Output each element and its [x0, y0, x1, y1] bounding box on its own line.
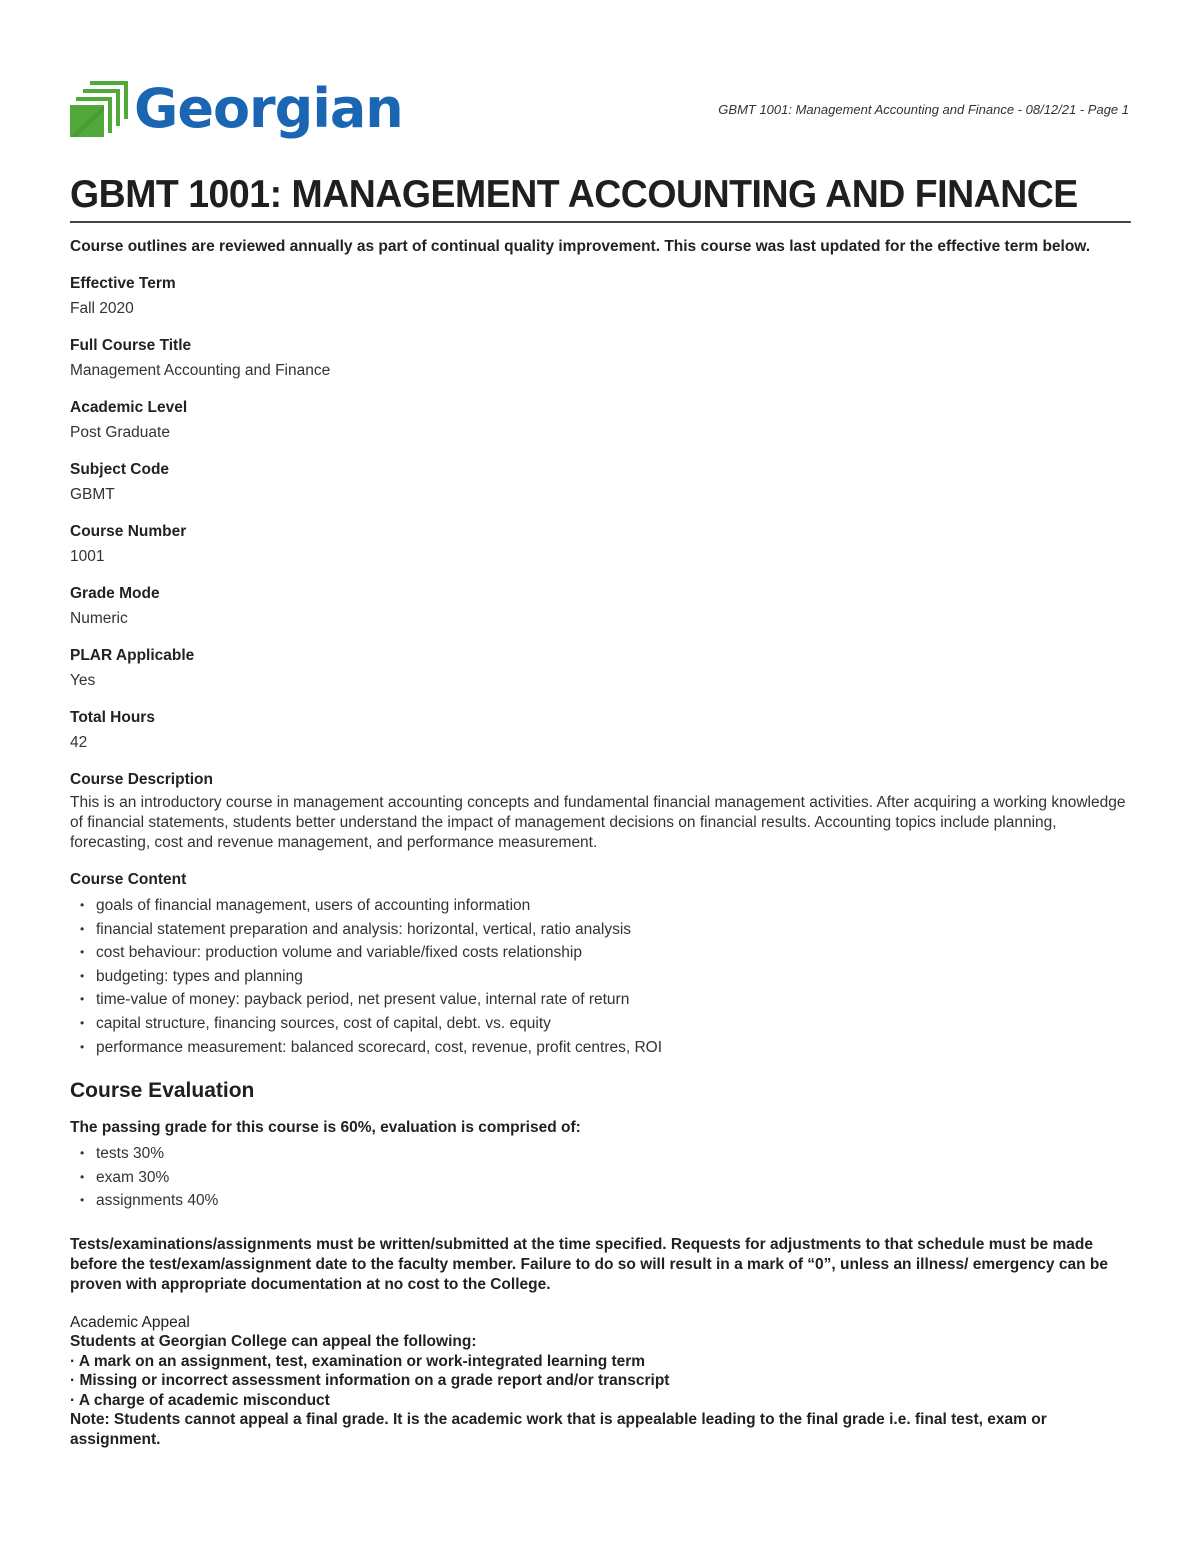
field-value: Management Accounting and Finance: [70, 362, 331, 379]
course-fields: [70, 274, 1130, 753]
georgian-logo: [70, 72, 403, 142]
appeal-note: Note: Students cannot appeal a final grade. It is the academic work that is appealable leading to the final grade i.e. final test, exam or assignment.: [70, 1411, 1047, 1448]
list-item: • financial statement preparation and analysis: horizontal, vertical, ratio analysis: [78, 918, 1130, 942]
field-label: PLAR Applicable: [70, 647, 195, 664]
field-label: Full Course Title: [70, 337, 192, 354]
page-title: GBMT 1001: MANAGEMENT ACCOUNTING AND FINANCE: [70, 172, 1130, 223]
field-value: Yes: [70, 672, 96, 689]
appeal-title: Academic Appeal: [70, 1313, 190, 1331]
content-list: [78, 894, 1130, 1059]
field-label: Academic Level: [70, 399, 188, 416]
field-value: 1001: [70, 548, 105, 565]
course-field: [70, 274, 1130, 319]
appeal-item: · Missing or incorrect assessment information on a grade report and/or transcript: [70, 1372, 670, 1390]
course-field: [70, 522, 1130, 567]
course-field: [70, 398, 1130, 443]
course-field: [70, 584, 1130, 629]
course-description: [70, 770, 1130, 853]
section-heading: Course Evaluation: [70, 1079, 255, 1103]
course-content: [70, 870, 1130, 1059]
field-label: Subject Code: [70, 461, 170, 478]
course-field: [70, 646, 1130, 691]
field-label: Total Hours: [70, 709, 155, 726]
field-label: Effective Term: [70, 275, 176, 292]
field-value: Post Graduate: [70, 424, 170, 441]
list-item: • assignments 40%: [78, 1189, 1130, 1213]
field-value: Numeric: [70, 610, 128, 627]
field-value: GBMT: [70, 486, 115, 503]
list-item: • capital structure, financing sources, cost of capital, debt. vs. equity: [78, 1012, 1130, 1036]
page-header-meta: GBMT 1001: Management Accounting and Finance - 08/12/21 - Page 1: [718, 102, 1129, 117]
appeal-items: [70, 1352, 1130, 1411]
field-label: Course Content: [70, 871, 187, 888]
field-value: Fall 2020: [70, 300, 134, 317]
list-item: • exam 30%: [78, 1166, 1130, 1190]
course-field: [70, 708, 1130, 753]
field-value: 42: [70, 734, 88, 751]
list-item: • tests 30%: [78, 1142, 1130, 1166]
course-field: [70, 336, 1130, 381]
field-label: Grade Mode: [70, 585, 160, 602]
evaluation-list: [78, 1142, 1130, 1213]
appeal-item: · A charge of academic misconduct: [70, 1391, 330, 1409]
list-item: • time-value of money: payback period, net present value, internal rate of return: [78, 988, 1130, 1012]
course-outline: [70, 172, 1130, 1449]
field-label: Course Number: [70, 523, 187, 540]
academic-appeal: [70, 1313, 1130, 1450]
description-text: This is an introductory course in management accounting concepts and fundamental financial management activities. After acquiring a working knowledge of financial statements, students better understand the impact of management decisions on financial results. Accounting topics include planning, forecasting, cost and revenue management, and performance measurement.: [70, 794, 1126, 851]
intro-text: Course outlines are reviewed annually as part of continual quality improvement. This course was last updated for the effective term below.: [70, 238, 1091, 255]
list-item: • budgeting: types and planning: [78, 965, 1130, 989]
list-item: • cost behaviour: production volume and variable/fixed costs relationship: [78, 941, 1130, 965]
evaluation-policy: Tests/examinations/assignments must be written/submitted at the time specified. Requests for adjustments to that schedule must be made before the test/exam/assignment date to the faculty member. Failure to do so will result in a mark of “0”, unless an illness/ emergency can be proven with appropriate documentation at no cost to the College.: [70, 1235, 1108, 1293]
list-item: • goals of financial management, users of accounting information: [78, 894, 1130, 918]
georgian-logo-mark-icon: [70, 77, 128, 137]
course-field: [70, 460, 1130, 505]
field-label: Course Description: [70, 771, 213, 788]
appeal-item: · A mark on an assignment, test, examination or work-integrated learning term: [70, 1352, 646, 1370]
list-item: • performance measurement: balanced scorecard, cost, revenue, profit centres, ROI: [78, 1036, 1130, 1060]
logo-wordmark: Georgian: [134, 77, 403, 140]
appeal-intro: Students at Georgian College can appeal the following:: [70, 1333, 477, 1351]
evaluation-intro: The passing grade for this course is 60%, evaluation is comprised of:: [70, 1119, 581, 1137]
